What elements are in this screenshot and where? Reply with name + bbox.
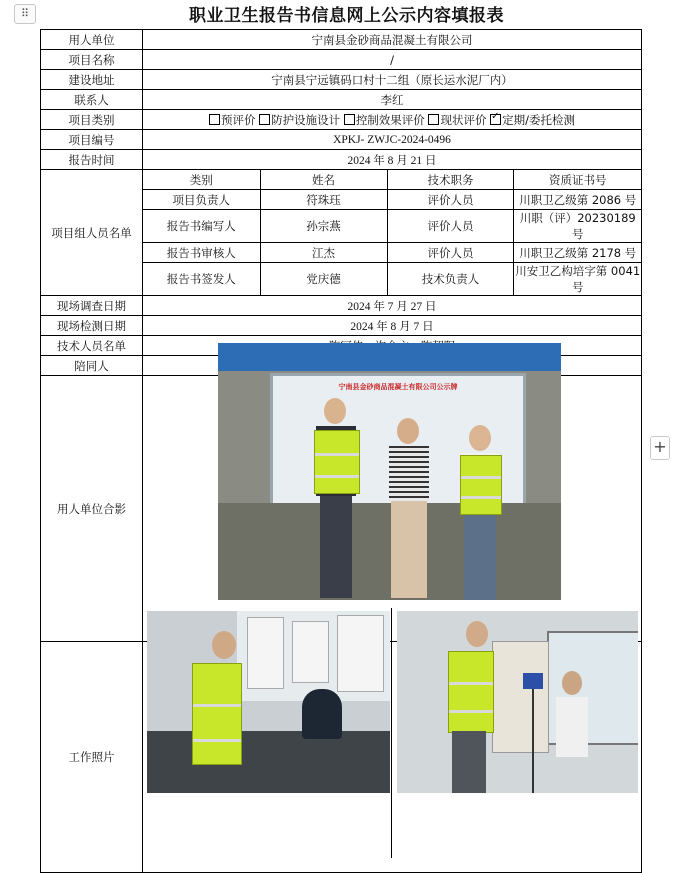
- wall-notices: [237, 611, 390, 701]
- team-cell-name[interactable]: 江杰: [260, 243, 387, 263]
- team-header: 类别: [143, 170, 260, 190]
- team-header: 技术职务: [387, 170, 514, 190]
- drag-handle-icon[interactable]: ⠿: [14, 4, 36, 24]
- test-date-value[interactable]: 2024 年 8 月 7 日: [143, 316, 642, 336]
- table-row: [41, 110, 642, 130]
- table-row: [41, 150, 642, 170]
- team-cell-title[interactable]: 技术负责人: [387, 263, 514, 296]
- person-figure: [383, 418, 435, 598]
- table-row: [41, 30, 642, 50]
- tech-label: 技术人员名单: [41, 336, 143, 356]
- person-figure: [442, 621, 502, 793]
- team-table: [143, 170, 641, 295]
- tripod-sampler: [517, 673, 547, 793]
- team-header-row: [143, 170, 641, 190]
- project-name-value[interactable]: /: [143, 50, 642, 70]
- team-row: [143, 190, 641, 210]
- table-row: [41, 50, 642, 70]
- seated-worker: [302, 689, 342, 739]
- report-time-value[interactable]: 2024 年 8 月 21 日: [143, 150, 642, 170]
- unit-label: 用人单位: [41, 30, 143, 50]
- team-cell-role[interactable]: 报告书编写人: [143, 210, 260, 243]
- checkbox-icon[interactable]: [344, 114, 355, 125]
- team-cell-role[interactable]: 报告书签发人: [143, 263, 260, 296]
- report-time-label: 报告时间: [41, 150, 143, 170]
- team-cell-name[interactable]: 孙宗燕: [260, 210, 387, 243]
- team-cell-cert[interactable]: 川职卫乙级第 2086 号: [514, 190, 641, 210]
- team-cell-role[interactable]: 报告书审核人: [143, 243, 260, 263]
- number-value[interactable]: XPKJ- ZWJC-2024-0496: [143, 130, 642, 150]
- checkbox-icon[interactable]: [209, 114, 220, 125]
- category-label: 项目类别: [41, 110, 143, 130]
- survey-date-value[interactable]: 2024 年 7 月 27 日: [143, 296, 642, 316]
- work-photo-left[interactable]: [147, 611, 390, 793]
- project-name-label: 项目名称: [41, 50, 143, 70]
- group-photo-label: 用人单位合影: [41, 376, 143, 642]
- team-cell-role[interactable]: 项目负责人: [143, 190, 260, 210]
- contact-value[interactable]: 李红: [143, 90, 642, 110]
- category-option[interactable]: 预评价: [209, 113, 256, 127]
- add-icon[interactable]: +: [650, 436, 670, 460]
- table-row: [41, 316, 642, 336]
- team-cell-title[interactable]: 评价人员: [387, 243, 514, 263]
- team-row: [143, 263, 641, 296]
- number-label: 项目编号: [41, 130, 143, 150]
- category-option[interactable]: ✓ 定期/委托检测: [490, 113, 575, 127]
- table-row: [41, 170, 642, 296]
- team-header: 姓名: [260, 170, 387, 190]
- contact-label: 联系人: [41, 90, 143, 110]
- notice-board-title: 宁南县金砂商品混凝土有限公司公示牌: [338, 383, 458, 391]
- unit-value[interactable]: 宁南县金砂商品混凝土有限公司: [143, 30, 642, 50]
- work-photo-label: 工作照片: [41, 642, 143, 873]
- test-date-label: 现场检测日期: [41, 316, 143, 336]
- checkbox-icon[interactable]: [259, 114, 270, 125]
- survey-date-label: 现场调查日期: [41, 296, 143, 316]
- team-header: 资质证书号: [514, 170, 641, 190]
- team-label: 项目组人员名单: [41, 170, 143, 296]
- group-photo[interactable]: [218, 343, 561, 600]
- person-figure: [452, 425, 508, 600]
- team-cell-title[interactable]: 评价人员: [387, 210, 514, 243]
- table-row: [41, 296, 642, 316]
- checkbox-checked-icon[interactable]: [490, 114, 501, 125]
- category-option[interactable]: 现状评价: [428, 113, 486, 127]
- team-cell-name[interactable]: 党庆德: [260, 263, 387, 296]
- work-photo-right[interactable]: [397, 611, 638, 793]
- person-figure: [182, 631, 252, 793]
- team-cell-name[interactable]: 符珠珏: [260, 190, 387, 210]
- team-cell-cert[interactable]: 川职卫乙级第 2178 号: [514, 243, 641, 263]
- table-row: [41, 90, 642, 110]
- address-value[interactable]: 宁南县宁远镇码口村十二组（原长运水泥厂内）: [143, 70, 642, 90]
- team-cell: [143, 170, 642, 296]
- canopy-roof: [218, 343, 561, 371]
- page-title: 职业卫生报告书信息网上公示内容填报表: [189, 6, 504, 26]
- team-row: [143, 210, 641, 243]
- checkbox-icon[interactable]: [428, 114, 439, 125]
- table-row: [41, 70, 642, 90]
- person-figure: [552, 671, 592, 793]
- person-figure: [306, 398, 364, 598]
- team-row: [143, 243, 641, 263]
- team-cell-cert[interactable]: 川职（评）20230189 号: [514, 210, 641, 243]
- address-label: 建设地址: [41, 70, 143, 90]
- table-row: [41, 130, 642, 150]
- category-options: [143, 110, 642, 130]
- team-cell-cert[interactable]: 川安卫乙构培字第 0041 号: [515, 264, 641, 294]
- category-option[interactable]: 防护设施设计: [259, 113, 340, 127]
- escort-label: 陪同人: [41, 356, 143, 376]
- category-option[interactable]: 控制效果评价: [344, 113, 425, 127]
- team-cell-title[interactable]: 评价人员: [387, 190, 514, 210]
